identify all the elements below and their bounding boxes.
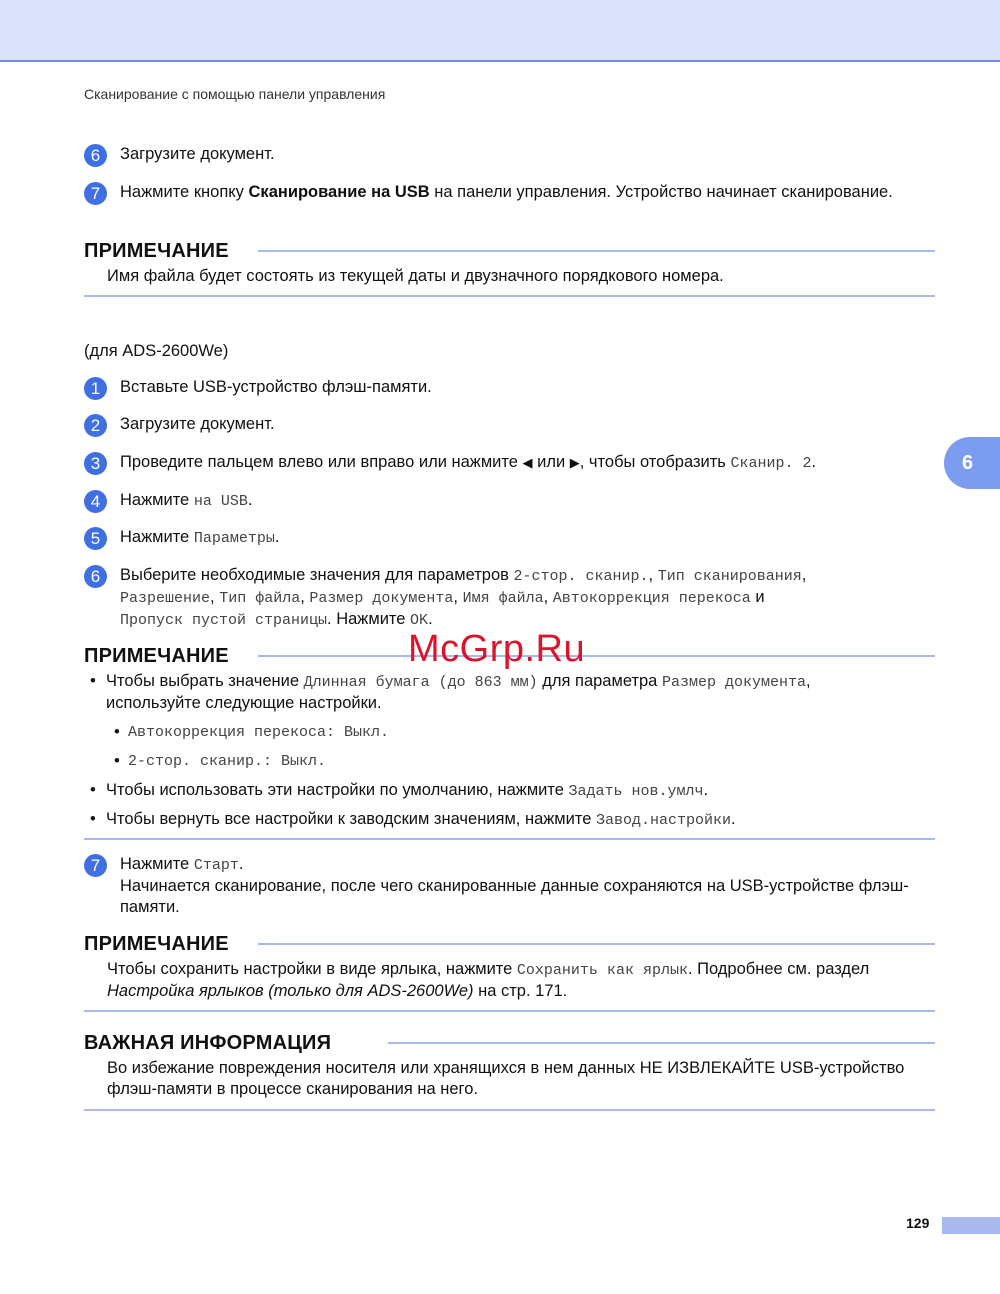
note-rule-top xyxy=(258,655,935,657)
important-rule-top xyxy=(388,1042,935,1044)
step-number-badge: 5 xyxy=(84,527,107,550)
step-number-badge: 2 xyxy=(84,414,107,437)
note-title: ПРИМЕЧАНИЕ xyxy=(84,933,229,955)
step-number-badge: 7 xyxy=(84,854,107,877)
step-text: Нажмите на USB. xyxy=(120,491,253,510)
chapter-tab: 6 xyxy=(944,437,1000,489)
step-number-badge: 7 xyxy=(84,182,107,205)
step-text: Нажмите Старт. Начинается сканирование, после чего сканированные данные сохраняются на USB-устройстве флэш-памяти. xyxy=(120,855,909,916)
step-6-load-document xyxy=(84,144,920,167)
important-rule-bottom xyxy=(84,1109,935,1111)
note-subbullet-skew: • Автокоррекция перекоса: Выкл. xyxy=(114,723,390,741)
left-arrow-icon: ◀ xyxy=(522,455,533,470)
step-7-press-start xyxy=(84,854,920,918)
note-bullet-factory-reset: • Чтобы вернуть все настройки к заводским значениям, нажмите Завод.настройки. xyxy=(90,810,736,829)
step-3-swipe xyxy=(84,452,920,475)
note-rule-top xyxy=(258,250,935,252)
important-text: Во избежание повреждения носителя или хранящихся в нем данных НЕ ИЗВЛЕКАЙТЕ USB-устройство флэш-памяти в процессе сканирования на него. xyxy=(107,1059,905,1098)
note-rule-top xyxy=(258,943,935,945)
note-title: ПРИМЕЧАНИЕ xyxy=(84,240,229,262)
step-4-press-to-usb xyxy=(84,490,920,513)
step-number-badge: 6 xyxy=(84,565,107,588)
page-number-tab xyxy=(942,1217,1000,1234)
note-bullet-long-paper: • Чтобы выбрать значение Длинная бумага (до 863 мм) для параметра Размер документа, используйте следующие настройки. xyxy=(90,672,811,712)
step-text: Вставьте USB-устройство флэш-памяти. xyxy=(120,378,432,396)
note-rule-bottom xyxy=(84,295,935,297)
step-number-badge: 1 xyxy=(84,377,107,400)
step-text: Выберите необходимые значения для параметров 2-стор. сканир., Тип сканирования, Разрешение, Тип файла, Размер документа, Имя файла, Автокоррекция перекоса и Пропуск пустой страницы. Нажмите OK. xyxy=(120,566,807,629)
step-5-press-options xyxy=(84,527,920,550)
step-text: Проведите пальцем влево или вправо или нажмите ◀ или ▶, чтобы отобразить Сканир. 2. xyxy=(120,453,817,472)
step-number-badge: 6 xyxy=(84,144,107,167)
right-arrow-icon: ▶ xyxy=(569,455,580,470)
step-text: Нажмите Параметры. xyxy=(120,528,280,547)
step-text: Нажмите кнопку Сканирование на USB на панели управления. Устройство начинает сканирование. xyxy=(120,183,893,201)
step-text: Загрузите документ. xyxy=(120,145,275,163)
note-title: ПРИМЕЧАНИЕ xyxy=(84,645,229,667)
important-title: ВАЖНАЯ ИНФОРМАЦИЯ xyxy=(84,1032,332,1054)
note-rule-bottom xyxy=(84,838,935,840)
note-text: Имя файла будет состоять из текущей даты и двузначного порядкового номера. xyxy=(107,267,724,285)
watermark: McGrp.Ru xyxy=(408,628,586,670)
step-6-select-settings xyxy=(84,565,920,631)
model-label: (для ADS-2600We) xyxy=(84,342,229,360)
note-rule-bottom xyxy=(84,1010,935,1012)
step-text: Загрузите документ. xyxy=(120,415,275,433)
cross-reference-link[interactable]: Настройка ярлыков (только для ADS-2600We) xyxy=(107,982,474,1000)
running-header: Сканирование с помощью панели управления xyxy=(84,86,386,102)
step-number-badge: 4 xyxy=(84,490,107,513)
step-2-load-document xyxy=(84,414,920,437)
step-number-badge: 3 xyxy=(84,452,107,475)
note-text-shortcut: Чтобы сохранить настройки в виде ярлыка, нажмите Сохранить как ярлык. Подробнее см. раздел Настройка ярлыков (только для ADS-2600We) на стр. 171. xyxy=(107,960,870,1000)
step-7-press-scan-usb xyxy=(84,182,920,205)
page-top-band xyxy=(0,0,1000,62)
step-1-insert-usb xyxy=(84,377,920,400)
page-number: 129 xyxy=(906,1215,930,1231)
note-subbullet-duplex: • 2-стор. сканир.: Выкл. xyxy=(114,752,327,770)
note-bullet-set-default: • Чтобы использовать эти настройки по умолчанию, нажмите Задать нов.умлч. xyxy=(90,781,709,800)
